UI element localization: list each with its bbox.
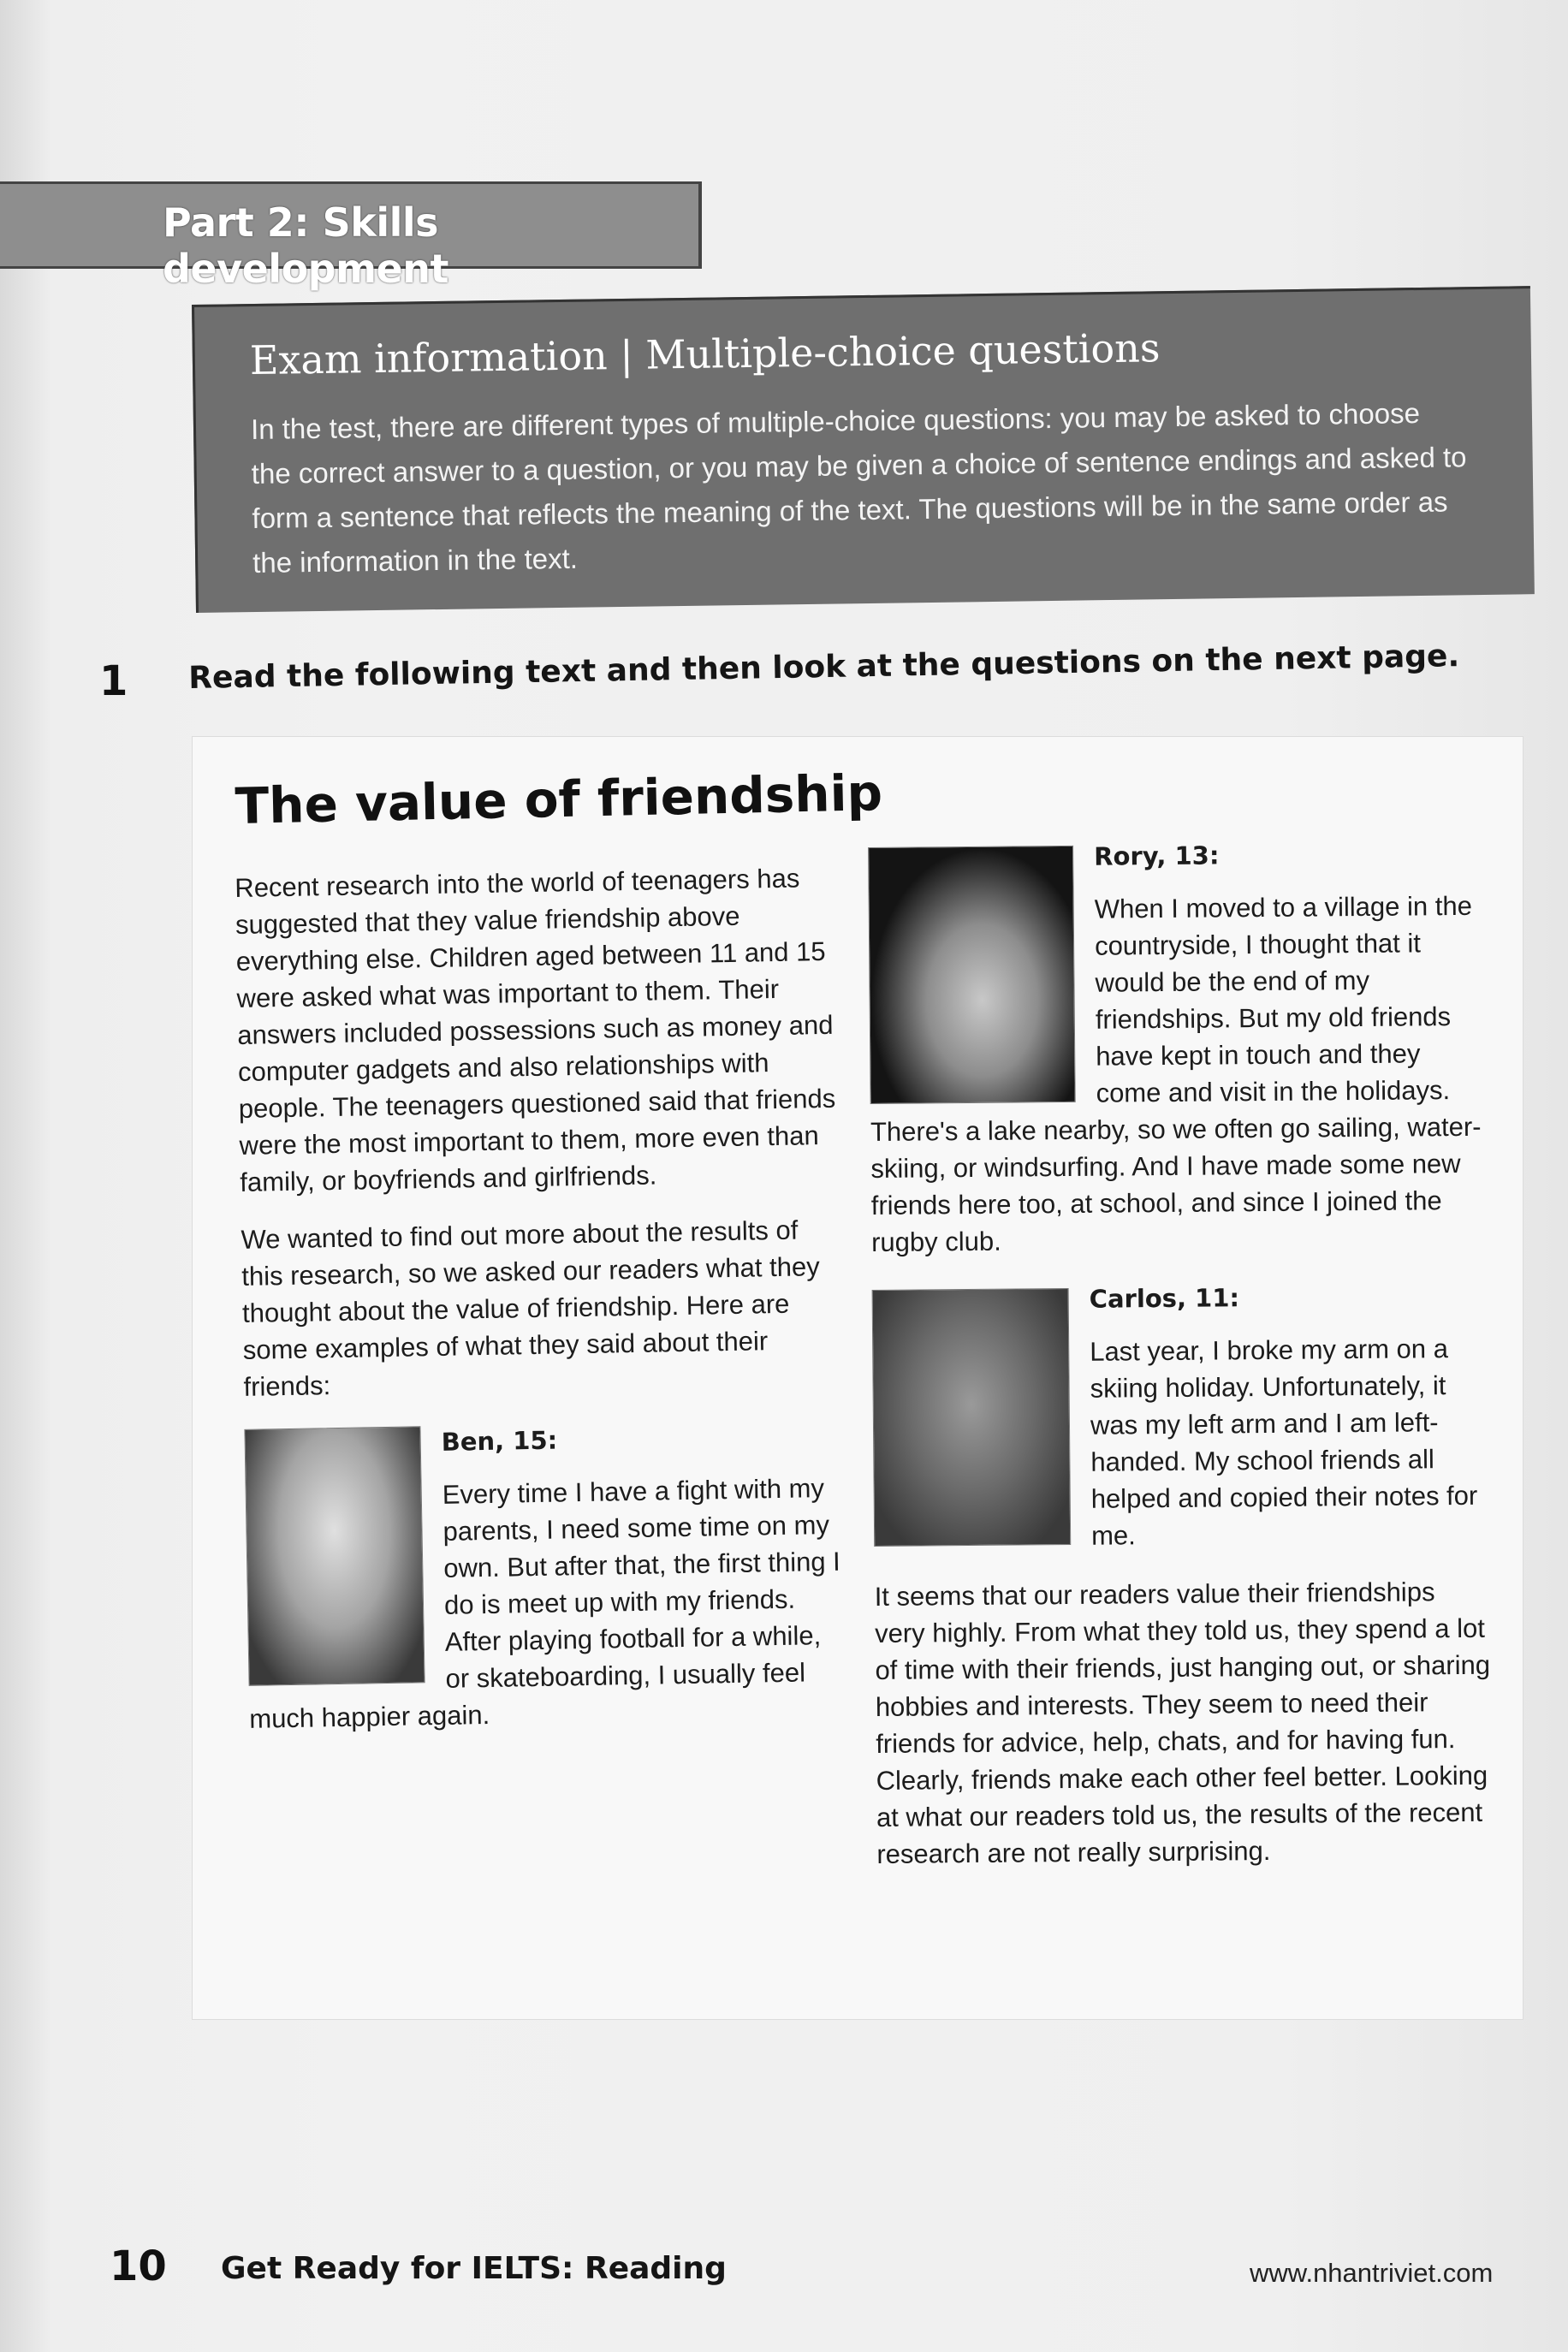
person-quote: Last year, I broke my arm on a skiing holiday. Unfortunately, it was my left arm and I am left-handed. My school friends all helped and copied their notes for me. [1090,1333,1478,1551]
publisher-url: www.nhantriviet.com [1250,2258,1494,2288]
article-box [192,736,1523,2020]
ben-photo [244,1426,425,1686]
part-banner [0,181,702,292]
person-quote: When I moved to a village in the countryside, I thought that it would be the end of my friendships. But my old friends have kept in touch and they come and visit in the holidays. There's a lake nearby, so we often go sailing, water-skiing, or windsurfing. And I have made some new friends here too, at school, and since I joined the rugby club. [870,890,1482,1257]
person-rory [868,834,1488,1261]
person-name: Rory, 13: [1094,840,1220,871]
article-right-column [868,834,1494,1893]
exam-info-text: In the test, there are different types of multiple-choice questions: you may be asked to choose the correct answer to a question, or you may be given a choice of sentence endings and asked to form a sentence that reflects the meaning of the text. The questions will be in the same order as the information in the text. [250,396,1467,579]
person-ben [244,1416,848,1737]
carlos-photo [872,1288,1072,1547]
question-instruction: Read the following text and then look at the questions on the next page. [188,638,1460,696]
exam-info-title: Exam information | Multiple-choice questions [249,324,1161,384]
intro-paragraph: Recent research into the world of teenagers has suggested that they value friendship above everything else. Children aged between 11 and 15 were asked what was important to them. Their answers included possessions such as money and computer gadgets and also relationships with people. The teenagers questioned said that friends were the most important to them, more even than family, or boyfriends and girlfriends. [235,863,836,1197]
person-name: Ben, 15: [441,1425,558,1457]
article-title: The value of friendship [235,763,883,835]
conclusion-paragraph: It seems that our readers value their friendships very highly. From what they told us, they spend a lot of time with their friends, just hanging out, or sharing hobbies and interests. They seem to need their friends for advice, help, chats, and for having fun. Clearly, friends make each other feel better. Looking at what our readers told us, the results of the recent research are not really surprising. [874,1577,1491,1869]
person-carlos [872,1276,1491,1556]
person-name: Carlos, 11: [1089,1283,1240,1314]
book-title: Get Ready for IELTS: Reading [221,2251,727,2286]
rory-photo [868,846,1076,1104]
article-left-column [235,859,849,1737]
page-number: 10 [110,2242,167,2290]
person-quote: Every time I have a fight with my parents, I need some time on my own. But after that, the first thing I do is meet up with my friends. After playing football for a while, or skateboarding, I usually feel much happier again. [249,1473,841,1734]
question-number: 1 [99,657,128,705]
exam-information-box [192,286,1535,613]
part-title: Part 2: Skills development [163,199,448,292]
intro-paragraph: We wanted to find out more about the results of this research, so we asked our readers what they thought about the value of friendship. Here are some examples of what they said about their friends: [241,1215,820,1402]
